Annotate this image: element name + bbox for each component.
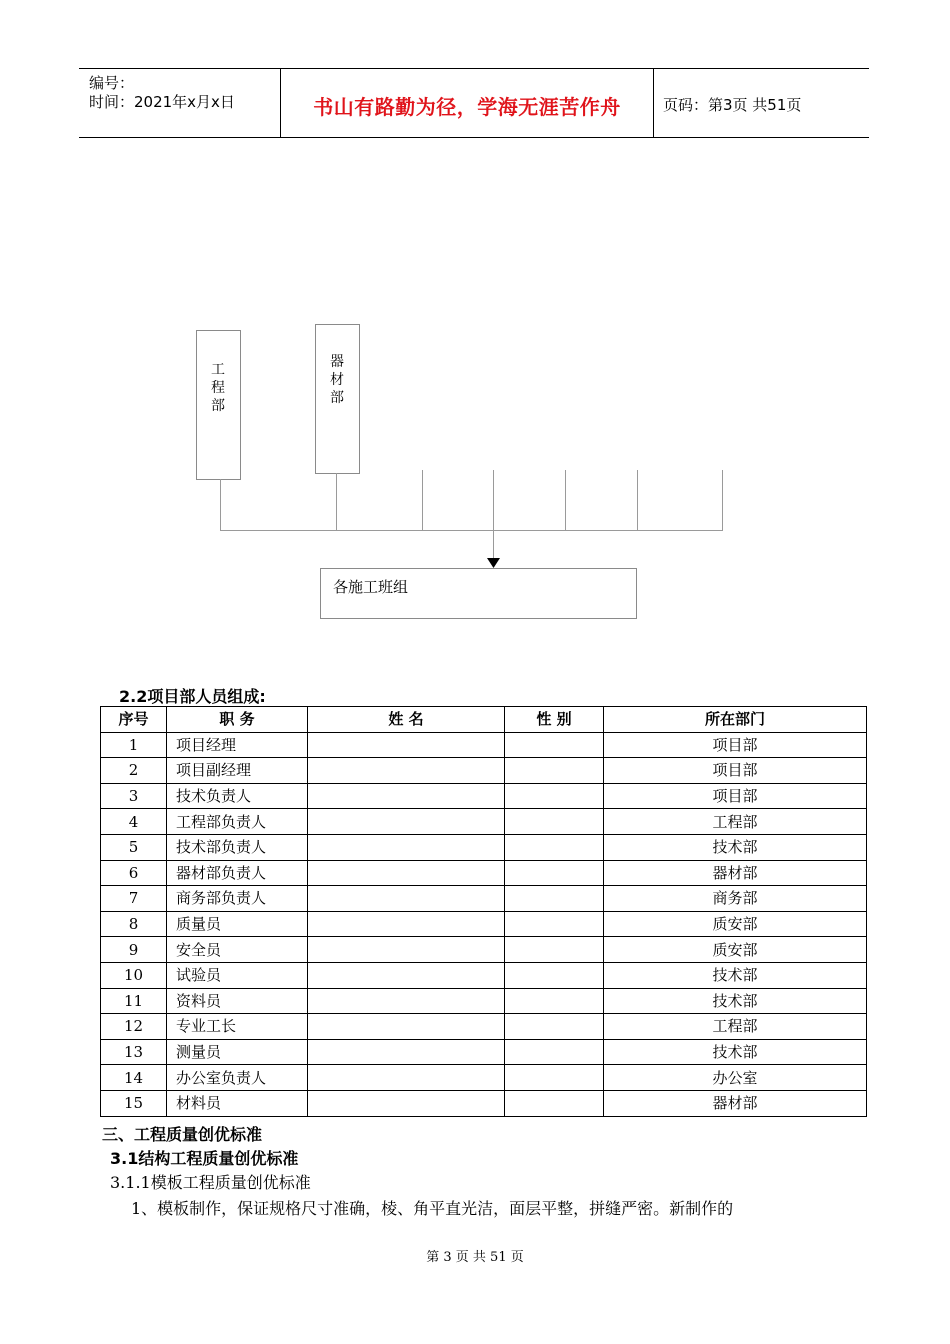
cell-name — [308, 783, 505, 809]
cell-name — [308, 1090, 505, 1116]
cell-name — [308, 988, 505, 1014]
cell-name — [308, 1014, 505, 1040]
column-header-name: 姓 名 — [308, 707, 505, 733]
org-box-construction-teams-label: 各施工班组 — [333, 578, 409, 596]
cell-gender — [505, 758, 604, 784]
section-title-staff: 2.2项目部人员组成: — [119, 687, 266, 706]
cell-gender — [505, 937, 604, 963]
table-row — [101, 758, 867, 784]
org-box-equipment-label: 器材部 — [330, 354, 344, 406]
cell-department: 技术部 — [604, 834, 867, 860]
cell-no: 9 — [101, 937, 167, 963]
cell-department: 器材部 — [604, 860, 867, 886]
cell-no: 5 — [101, 834, 167, 860]
cell-position: 技术部负责人 — [167, 834, 308, 860]
page-footer: 第 3 页 共 51 页 — [426, 1250, 524, 1265]
cell-name — [308, 809, 505, 835]
cell-department: 项目部 — [604, 732, 867, 758]
org-box-engineering-label: 工程部 — [211, 362, 225, 414]
cell-no: 6 — [101, 860, 167, 886]
cell-position: 办公室负责人 — [167, 1065, 308, 1091]
connector-horizontal-line — [220, 530, 723, 531]
cell-position: 商务部负责人 — [167, 886, 308, 912]
cell-position: 质量员 — [167, 911, 308, 937]
column-header-department: 所在部门 — [604, 707, 867, 733]
table-row — [101, 1014, 867, 1040]
cell-no: 12 — [101, 1014, 167, 1040]
table-row — [101, 1065, 867, 1091]
table-row — [101, 886, 867, 912]
cell-no: 2 — [101, 758, 167, 784]
cell-department: 质安部 — [604, 937, 867, 963]
cell-department: 技术部 — [604, 962, 867, 988]
column-header-no: 序号 — [101, 707, 167, 733]
table-header-row — [101, 707, 867, 733]
body-paragraph: 1、模板制作，保证规格尺寸准确，棱、角平直光洁，面层平整，拼缝严密。新制作的 — [131, 1199, 734, 1218]
cell-no: 8 — [101, 911, 167, 937]
table-row — [101, 937, 867, 963]
cell-position: 安全员 — [167, 937, 308, 963]
cell-no: 3 — [101, 783, 167, 809]
cell-no: 7 — [101, 886, 167, 912]
cell-name — [308, 1065, 505, 1091]
arrow-down-icon — [487, 558, 500, 568]
cell-department: 商务部 — [604, 886, 867, 912]
cell-gender — [505, 1039, 604, 1065]
cell-position: 测量员 — [167, 1039, 308, 1065]
org-box-equipment — [315, 324, 360, 474]
cell-name — [308, 1039, 505, 1065]
connector-line — [220, 479, 221, 531]
cell-gender — [505, 1090, 604, 1116]
cell-name — [308, 834, 505, 860]
cell-position: 资料员 — [167, 988, 308, 1014]
cell-no: 4 — [101, 809, 167, 835]
cell-department: 工程部 — [604, 1014, 867, 1040]
connector-line — [722, 470, 723, 531]
column-header-gender: 性 别 — [505, 707, 604, 733]
table-row — [101, 860, 867, 886]
table-row — [101, 1039, 867, 1065]
connector-down-line — [493, 531, 494, 561]
cell-no: 13 — [101, 1039, 167, 1065]
cell-no: 15 — [101, 1090, 167, 1116]
org-box-construction-teams — [320, 568, 637, 619]
cell-position: 专业工长 — [167, 1014, 308, 1040]
subsection-title-structure: 3.1结构工程质量创优标准 — [110, 1149, 299, 1168]
cell-position: 材料员 — [167, 1090, 308, 1116]
cell-gender — [505, 911, 604, 937]
cell-department: 技术部 — [604, 988, 867, 1014]
connector-line — [637, 470, 638, 531]
cell-no: 1 — [101, 732, 167, 758]
table-row — [101, 911, 867, 937]
header-left-cell — [79, 69, 281, 137]
cell-name — [308, 860, 505, 886]
cell-no: 10 — [101, 962, 167, 988]
cell-department: 器材部 — [604, 1090, 867, 1116]
cell-name — [308, 962, 505, 988]
cell-department: 办公室 — [604, 1065, 867, 1091]
cell-gender — [505, 1065, 604, 1091]
cell-position: 工程部负责人 — [167, 809, 308, 835]
document-number-label: 编号： — [89, 74, 135, 92]
cell-no: 14 — [101, 1065, 167, 1091]
cell-gender — [505, 834, 604, 860]
connector-line — [493, 470, 494, 531]
table-row — [101, 732, 867, 758]
org-box-engineering — [196, 330, 241, 480]
cell-department: 质安部 — [604, 911, 867, 937]
cell-department: 项目部 — [604, 783, 867, 809]
cell-name — [308, 732, 505, 758]
cell-name — [308, 758, 505, 784]
cell-department: 技术部 — [604, 1039, 867, 1065]
table-row — [101, 834, 867, 860]
cell-department: 项目部 — [604, 758, 867, 784]
cell-gender — [505, 732, 604, 758]
cell-position: 项目经理 — [167, 732, 308, 758]
cell-position: 项目副经理 — [167, 758, 308, 784]
section-title-quality: 三、工程质量创优标准 — [102, 1125, 263, 1144]
cell-gender — [505, 988, 604, 1014]
cell-gender — [505, 783, 604, 809]
connector-line — [422, 470, 423, 531]
cell-gender — [505, 809, 604, 835]
staff-table — [100, 706, 867, 1117]
table-row — [101, 962, 867, 988]
cell-no: 11 — [101, 988, 167, 1014]
page-header — [79, 68, 869, 138]
table-row — [101, 783, 867, 809]
cell-gender — [505, 860, 604, 886]
subsubsection-title-formwork: 3.1.1模板工程质量创优标准 — [110, 1173, 311, 1192]
cell-gender — [505, 1014, 604, 1040]
cell-gender — [505, 886, 604, 912]
document-date-label: 时间：2021年x月x日 — [89, 93, 235, 111]
table-row — [101, 1090, 867, 1116]
cell-position: 器材部负责人 — [167, 860, 308, 886]
table-row — [101, 988, 867, 1014]
cell-position: 技术负责人 — [167, 783, 308, 809]
header-right-cell — [654, 69, 868, 137]
connector-line — [565, 470, 566, 531]
table-row — [101, 809, 867, 835]
cell-gender — [505, 962, 604, 988]
cell-department: 工程部 — [604, 809, 867, 835]
column-header-position: 职 务 — [167, 707, 308, 733]
header-page-number: 页码：第3页 共51页 — [663, 96, 802, 114]
header-motto: 书山有路勤为径，学海无涯苦作舟 — [313, 95, 621, 119]
cell-name — [308, 937, 505, 963]
cell-name — [308, 911, 505, 937]
connector-line — [336, 473, 337, 531]
cell-position: 试验员 — [167, 962, 308, 988]
cell-name — [308, 886, 505, 912]
header-middle-cell — [281, 69, 654, 137]
